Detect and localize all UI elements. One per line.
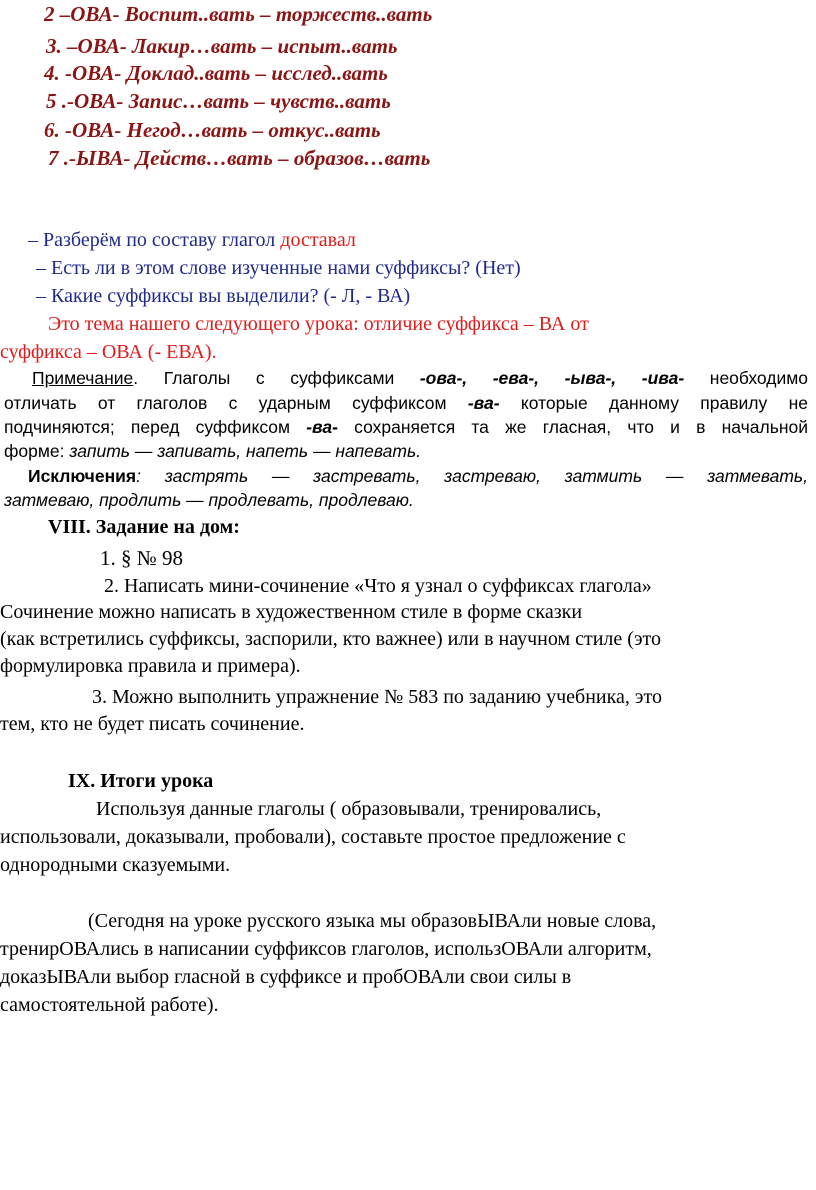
suffix-list-item: 7 .-ЫВА- Действ…вать – образов…вать xyxy=(48,146,431,170)
exceptions-text: : застрять — застревать, застреваю, затмить — затмевать, xyxy=(136,466,808,486)
note-text: подчиняются; перед суффиксом xyxy=(4,417,307,437)
suffix-list-item: 2 –ОВА- Воспит..вать – торжеств..вать xyxy=(44,2,433,26)
note-line xyxy=(32,368,808,389)
suffix-list-item: 5 .-ОВА- Запис…вать – чувств..вать xyxy=(46,89,391,113)
summary-heading: IX. Итоги урока xyxy=(68,770,214,792)
topic-statement: суффикса – ОВА (- ЕВА). xyxy=(0,341,217,363)
summary-example: доказЫВАли выбор гласной в суффиксе и пробОВАли свои силы в xyxy=(0,966,572,988)
exceptions-line: затмеваю, продлить — продлевать, продлеваю. xyxy=(4,490,414,510)
highlighted-verb: доставал xyxy=(280,229,356,251)
dialog-line: – Есть ли в этом слове изученные нами суффиксы? (Нет) xyxy=(36,257,521,279)
homework-text: формулировка правила и примера). xyxy=(0,655,301,677)
suffix-list-item: 4. -ОВА- Доклад..вать – исслед..вать xyxy=(44,61,388,85)
note-line xyxy=(4,441,421,462)
note-text: отличать от глаголов с ударным суффиксом xyxy=(4,393,468,413)
suffix-list-item: 6. -ОВА- Негод…вать – откус..вать xyxy=(44,118,381,142)
note-text: которые данному правилу не xyxy=(499,393,808,413)
summary-task: Используя данные глаголы ( образовывали, тренировались, xyxy=(96,798,602,820)
summary-task: использовали, доказывали, пробовали), составьте простое предложение с xyxy=(0,826,626,848)
dialog-text: – Разберём по составу глагол xyxy=(28,229,281,251)
homework-text: (как встретились суффиксы, заспорили, кто важнее) или в научном стиле (это xyxy=(0,628,662,650)
note-suffixes: -ова-, -ева-, -ыва-, -ива- xyxy=(419,368,685,388)
homework-text: Сочинение можно написать в художественном стиле в форме сказки xyxy=(0,601,583,623)
dialog-line xyxy=(28,229,356,252)
exceptions-label: Исключения xyxy=(28,466,137,486)
note-text: . Глаголы с суффиксами xyxy=(133,368,420,388)
note-examples: запить — запивать, напеть — напевать. xyxy=(69,441,422,461)
note-line xyxy=(4,417,808,438)
homework-item: 3. Можно выполнить упражнение № 583 по заданию учебника, это xyxy=(92,686,662,708)
note-text: необходимо xyxy=(684,368,808,388)
homework-item: 1. § № 98 xyxy=(100,546,184,570)
note-text: форме: xyxy=(4,441,70,461)
exceptions-line xyxy=(28,466,808,487)
homework-heading: VIII. Задание на дом: xyxy=(48,516,240,538)
note-line xyxy=(4,393,808,414)
homework-text: тем, кто не будет писать сочинение. xyxy=(0,713,305,735)
note-label: Примечание xyxy=(32,368,134,388)
homework-item: 2. Написать мини-сочинение «Что я узнал о суффиксах глагола» xyxy=(104,575,652,597)
suffix-list-item: 3. –ОВА- Лакир…вать – испыт..вать xyxy=(46,34,398,58)
topic-statement: Это тема нашего следующего урока: отличие суффикса – ВА от xyxy=(48,313,589,335)
note-suffix: -ва- xyxy=(467,393,500,413)
dialog-line: – Какие суффиксы вы выделили? (- Л, - ВА) xyxy=(36,285,411,307)
summary-task: однородными сказуемыми. xyxy=(0,854,231,876)
summary-example: самостоятельной работе). xyxy=(0,994,219,1016)
summary-example: (Сегодня на уроке русского языка мы образовЫВАли новые слова, xyxy=(88,910,657,932)
note-text: сохраняется та же гласная, что и в начальной xyxy=(337,417,808,437)
note-suffix: -ва- xyxy=(306,417,338,437)
summary-example: тренирОВАлись в написании суффиксов глаголов, использОВАли алгоритм, xyxy=(0,938,652,960)
